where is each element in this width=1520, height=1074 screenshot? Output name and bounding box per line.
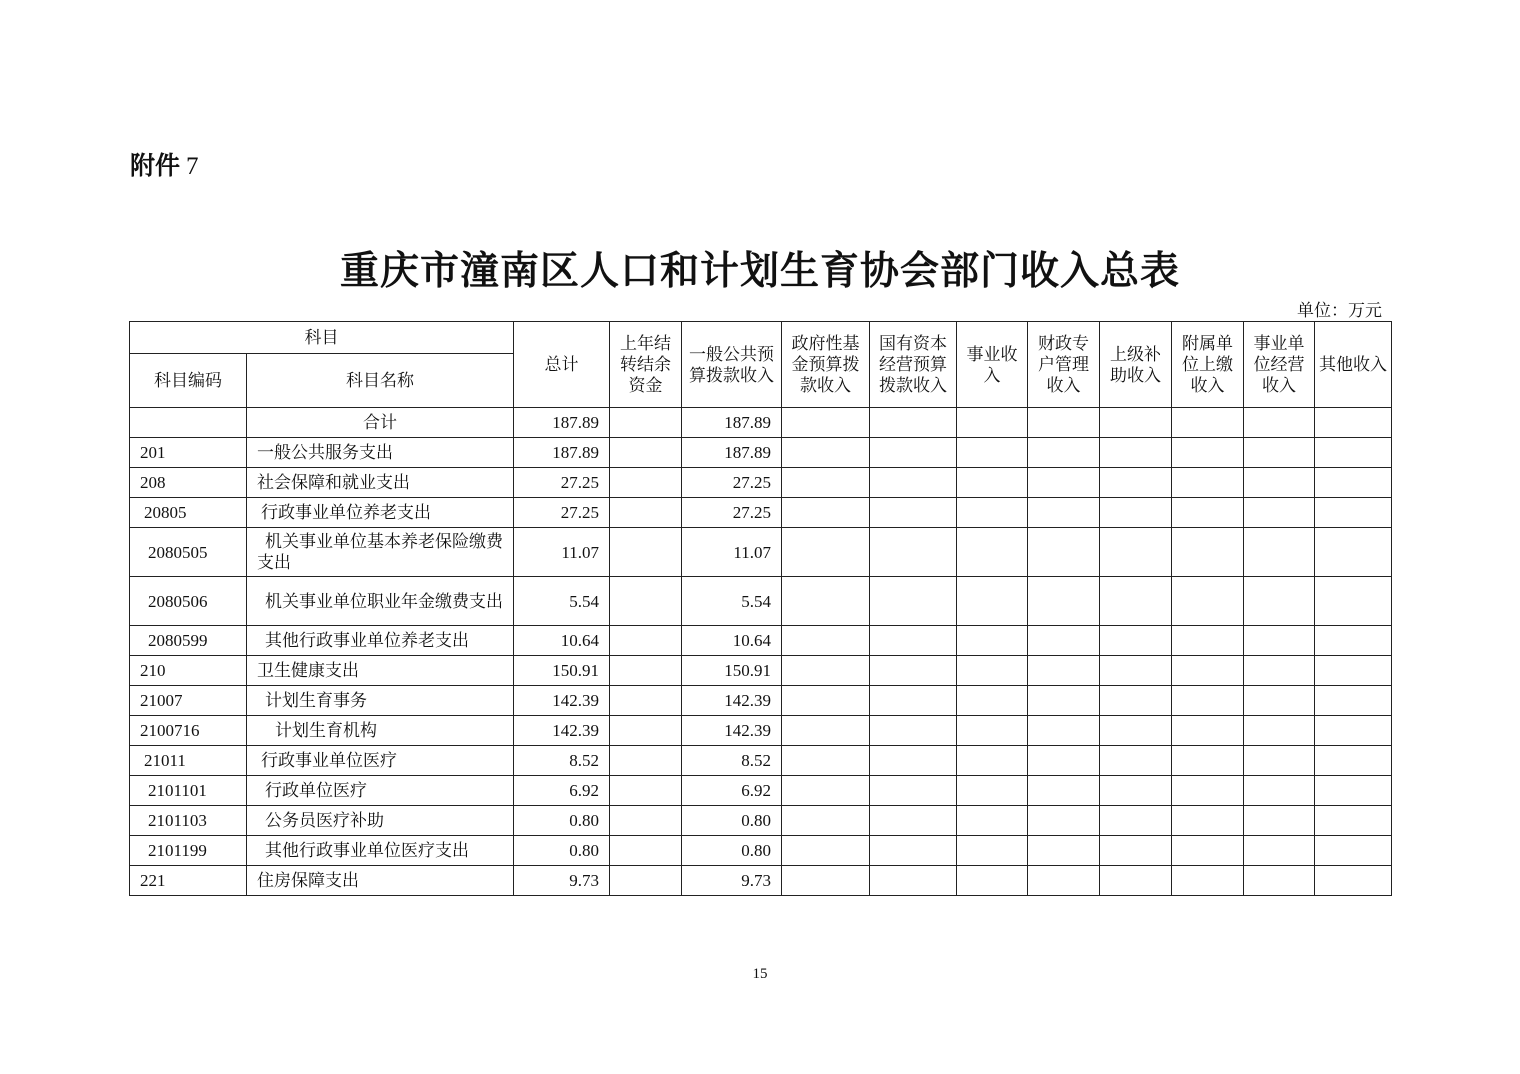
header-state-capital: 国有资本经营预算拨款收入: [870, 322, 957, 408]
row-code: 2101103: [130, 806, 247, 836]
row-code: 2101101: [130, 776, 247, 806]
row-general: 27.25: [682, 498, 782, 528]
header-business: 事业收入: [957, 322, 1028, 408]
row-total: 5.54: [514, 577, 610, 626]
row-name: 其他行政事业单位养老支出: [247, 626, 514, 656]
row-general: 0.80: [682, 836, 782, 866]
row-total: 6.92: [514, 776, 610, 806]
row-code: 221: [130, 866, 247, 896]
table-row: [130, 528, 1392, 577]
header-general-budget: 一般公共预算拨款收入: [682, 322, 782, 408]
row-general: 187.89: [682, 408, 782, 438]
row-code: 201: [130, 438, 247, 468]
row-total: 0.80: [514, 806, 610, 836]
row-general: 150.91: [682, 656, 782, 686]
table-row: [130, 408, 1392, 438]
header-other: 其他收入: [1315, 322, 1392, 408]
table-row: [130, 716, 1392, 746]
row-total: 0.80: [514, 836, 610, 866]
row-general: 27.25: [682, 468, 782, 498]
row-name: 合计: [247, 408, 514, 438]
header-affiliated: 附属单位上缴收入: [1172, 322, 1244, 408]
table-row: [130, 498, 1392, 528]
row-total: 142.39: [514, 686, 610, 716]
row-name: 卫生健康支出: [247, 656, 514, 686]
row-name: 行政事业单位医疗: [247, 746, 514, 776]
row-code: 21011: [130, 746, 247, 776]
row-code: 21007: [130, 686, 247, 716]
table-row: [130, 686, 1392, 716]
row-name: 行政单位医疗: [247, 776, 514, 806]
row-general: 10.64: [682, 626, 782, 656]
row-name: 住房保障支出: [247, 866, 514, 896]
header-fund-budget: 政府性基金预算拨款收入: [782, 322, 870, 408]
row-code: 2101199: [130, 836, 247, 866]
row-general: 8.52: [682, 746, 782, 776]
row-code: [130, 408, 247, 438]
row-name: 社会保障和就业支出: [247, 468, 514, 498]
row-general: 142.39: [682, 686, 782, 716]
row-total: 187.89: [514, 438, 610, 468]
row-code: 20805: [130, 498, 247, 528]
header-special-account: 财政专户管理收入: [1028, 322, 1100, 408]
row-general: 142.39: [682, 716, 782, 746]
page-title: 重庆市潼南区人口和计划生育协会部门收入总表: [339, 248, 1180, 294]
header-total: 总计: [514, 322, 610, 408]
table-row: [130, 746, 1392, 776]
header-superior-subsidy: 上级补助收入: [1100, 322, 1172, 408]
row-code: 210: [130, 656, 247, 686]
attachment-number: 7: [186, 153, 199, 180]
table-row: [130, 468, 1392, 498]
row-total: 11.07: [514, 528, 610, 577]
page-number: 15: [752, 966, 768, 982]
table-row: [130, 806, 1392, 836]
table-row: [130, 656, 1392, 686]
row-general: 187.89: [682, 438, 782, 468]
table-row: [130, 626, 1392, 656]
row-general: 0.80: [682, 806, 782, 836]
row-name: 机关事业单位基本养老保险缴费支出: [247, 528, 514, 577]
row-general: 6.92: [682, 776, 782, 806]
table-row: [130, 776, 1392, 806]
row-total: 27.25: [514, 468, 610, 498]
row-name: 公务员医疗补助: [247, 806, 514, 836]
row-code: 2100716: [130, 716, 247, 746]
row-name: 行政事业单位养老支出: [247, 498, 514, 528]
table-row: [130, 866, 1392, 896]
row-total: 142.39: [514, 716, 610, 746]
row-total: 27.25: [514, 498, 610, 528]
row-general: 11.07: [682, 528, 782, 577]
header-name: 科目名称: [247, 354, 514, 408]
row-total: 8.52: [514, 746, 610, 776]
attachment-text: 附件: [130, 151, 181, 180]
attachment-label: [130, 146, 209, 182]
table-row: [130, 438, 1392, 468]
row-name: 机关事业单位职业年金缴费支出: [247, 577, 514, 626]
table-row: [130, 836, 1392, 866]
header-subject: 科目: [130, 322, 514, 354]
row-code: 2080599: [130, 626, 247, 656]
row-name: 其他行政事业单位医疗支出: [247, 836, 514, 866]
row-code: 2080506: [130, 577, 247, 626]
unit-label: 单位：万元: [1297, 301, 1382, 320]
row-code: 208: [130, 468, 247, 498]
row-total: 9.73: [514, 866, 610, 896]
row-total: 150.91: [514, 656, 610, 686]
header-operations: 事业单位经营收入: [1244, 322, 1315, 408]
row-name: 计划生育事务: [247, 686, 514, 716]
row-general: 9.73: [682, 866, 782, 896]
income-table: [129, 321, 1392, 896]
row-general: 5.54: [682, 577, 782, 626]
row-total: 187.89: [514, 408, 610, 438]
header-carryover: 上年结转结余资金: [610, 322, 682, 408]
table-row: [130, 577, 1392, 626]
row-code: 2080505: [130, 528, 247, 577]
header-code: 科目编码: [130, 354, 247, 408]
row-name: 计划生育机构: [247, 716, 514, 746]
row-name: 一般公共服务支出: [247, 438, 514, 468]
row-total: 10.64: [514, 626, 610, 656]
